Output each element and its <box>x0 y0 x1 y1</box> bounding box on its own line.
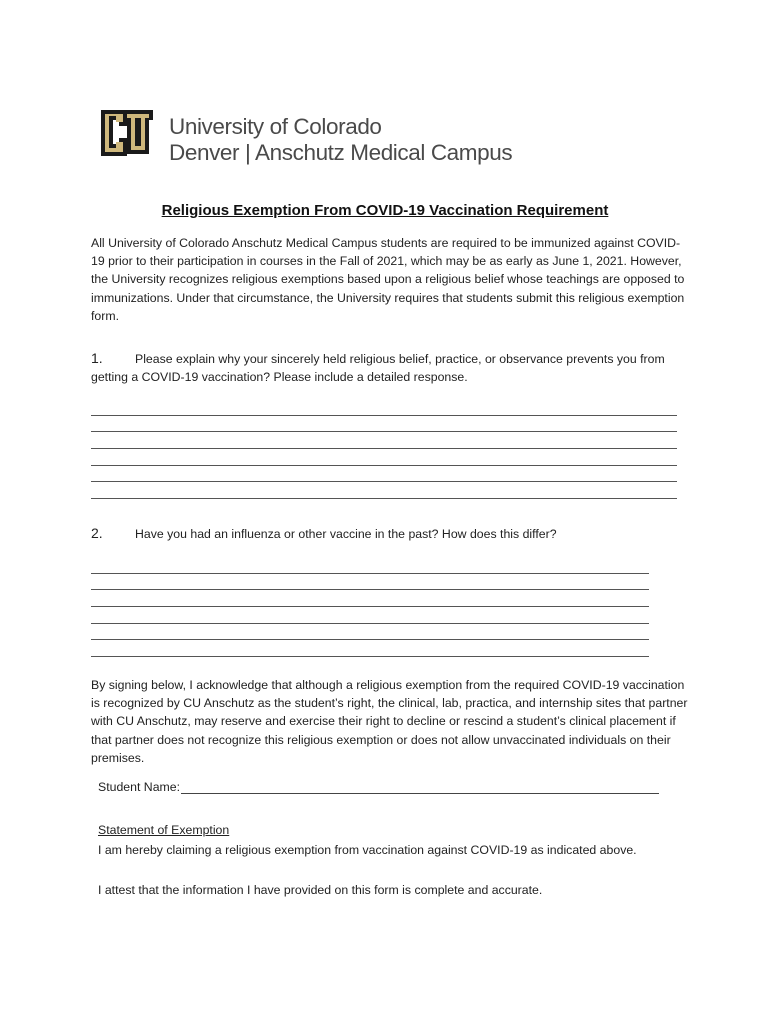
student-name-field[interactable] <box>181 781 659 794</box>
question-2-number: 2. <box>91 525 103 541</box>
answer-line[interactable] <box>91 624 649 641</box>
question-1 <box>91 349 691 386</box>
intro-paragraph: All University of Colorado Anschutz Medical Campus students are required to be immunized against COVID-19 prior to their participation in courses in the Fall of 2021, which may be as early as June 1, 2021. However, the University recognizes religious exemptions based upon a religious belief whose teachings are opposed to immunizations. Under that circumstance, the University requires that students submit this religious exemption form. <box>91 236 685 323</box>
answer-line[interactable] <box>91 449 677 466</box>
logo-line-1: University of Colorado <box>169 114 382 139</box>
university-logo <box>97 104 512 166</box>
answer-2-lines[interactable] <box>91 557 649 657</box>
question-1-number: 1. <box>91 350 103 366</box>
answer-line[interactable] <box>91 557 649 574</box>
student-name-label: Student Name: <box>98 780 181 794</box>
question-2 <box>91 524 691 543</box>
answer-line[interactable] <box>91 466 677 483</box>
answer-line[interactable] <box>91 416 677 433</box>
answer-line[interactable] <box>91 399 677 416</box>
logo-line-2: Denver | Anschutz Medical Campus <box>169 140 513 165</box>
statement-heading: Statement of Exemption <box>98 823 230 837</box>
answer-line[interactable] <box>91 640 649 657</box>
answer-line[interactable] <box>91 607 649 624</box>
form-title: Religious Exemption From COVID-19 Vaccination Requirement <box>161 202 609 219</box>
answer-line[interactable] <box>91 590 649 607</box>
acknowledgement-paragraph: By signing below, I acknowledge that although a religious exemption from the required COVID-19 vaccination is recognized by CU Anschutz as the student’s right, the clinical, lab, practica, and internship sites that partner with CU Anschutz, may reserve and exercise their right to decline or rescind a student’s clinical placement if that partner does not recognize this religious exemption or does not allow unvaccinated individuals on their premises. <box>91 678 688 765</box>
question-2-text: Have you had an influenza or other vaccine in the past? How does this differ? <box>135 527 557 541</box>
statement-text: I am hereby claiming a religious exemption from vaccination against COVID-19 as indicated above. <box>98 843 637 857</box>
attest-text: I attest that the information I have provided on this form is complete and accurate. <box>98 883 543 897</box>
question-1-text: Please explain why your sincerely held religious belief, practice, or observance prevents you from getting a COVID-19 vaccination? Please include a detailed response. <box>91 352 665 385</box>
answer-line[interactable] <box>91 482 677 499</box>
cu-logo-icon <box>97 104 155 162</box>
answer-1-lines[interactable] <box>91 399 677 499</box>
answer-line[interactable] <box>91 574 649 591</box>
student-name-row <box>98 780 659 794</box>
answer-line[interactable] <box>91 432 677 449</box>
